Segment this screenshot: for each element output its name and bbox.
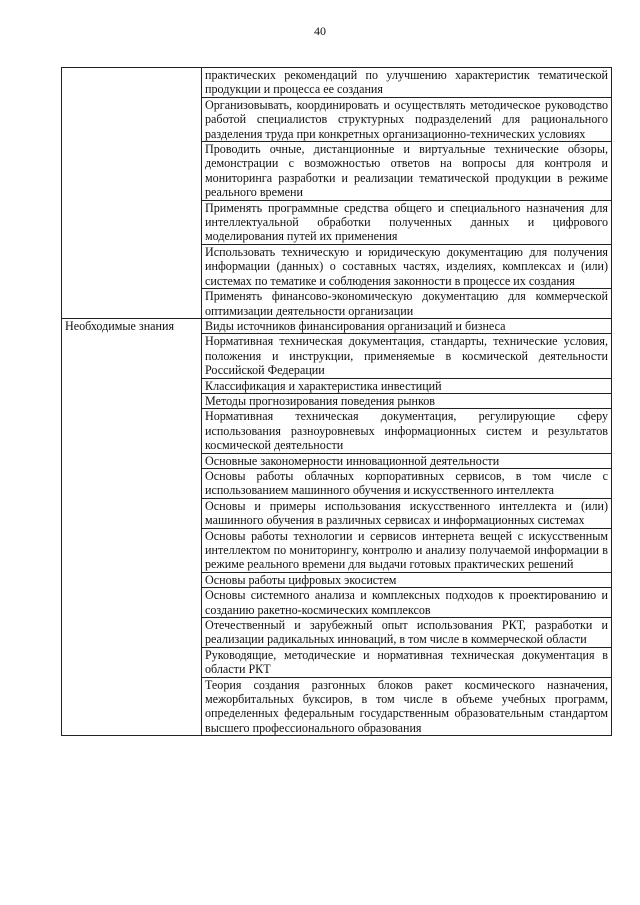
knowledge-item: Основы и примеры использования искусственного интеллекта и (или) машинного обучения в различных сервисах и информационных системах xyxy=(202,498,612,528)
knowledge-item: Нормативная техническая документация, стандарты, технические условия, положения и инструкции, применяемые в космической деятельности Российской Федерации xyxy=(202,334,612,378)
knowledge-item: Основы работы облачных корпоративных сервисов, в том числе с использованием машинного обучения и искусственного интеллекта xyxy=(202,468,612,498)
skill-item: Проводить очные, дистанционные и виртуальные технические обзоры, демонстрации с возможностью ответов на вопросы для контроля и мониторинга разработки и реализации тематической продукции в режиме реального времени xyxy=(202,142,612,201)
skills-label-cell xyxy=(62,68,202,319)
skill-item: Организовывать, координировать и осуществлять методическое руководство работой специалистов структурных подразделений для рационального разделения труда при конкретных организационно-технических условиях xyxy=(202,97,612,141)
knowledge-item: Классификация и характеристика инвестиций xyxy=(202,378,612,393)
skill-item: Применять финансово-экономическую документацию для коммерческой оптимизации деятельности организации xyxy=(202,289,612,319)
knowledge-item: Основы работы цифровых экосистем xyxy=(202,572,612,587)
table-row xyxy=(62,318,612,333)
knowledge-item: Руководящие, методические и нормативная техническая документация в области РКТ xyxy=(202,647,612,677)
requirements-table xyxy=(61,67,612,736)
page-number: 40 xyxy=(314,24,326,38)
knowledge-item: Методы прогнозирования поведения рынков xyxy=(202,393,612,408)
knowledge-item: Нормативная техническая документация, регулирующие сферу использования разноуровневых информационных систем и результатов космической деятельности xyxy=(202,409,612,453)
skill-item: Использовать техническую и юридическую документацию для получения информации (данных) о составных частях, изделиях, комплексах и (или) системах по тематике и соблюдения законности в процессе их создания xyxy=(202,244,612,288)
knowledge-item: Теория создания разгонных блоков ракет космического назначения, межорбитальных буксиров, в том числе в объеме учебных программ, определенных федеральным государственным образовательным стандартом высшего профессионального образования xyxy=(202,677,612,736)
knowledge-label-cell xyxy=(62,318,202,735)
knowledge-item: Основы работы технологии и сервисов интернета вещей с искусственным интеллектом по мониторингу, контролю и анализу получаемой информации в режиме реального времени для выдачи готовых практических решений xyxy=(202,528,612,572)
knowledge-item: Отечественный и зарубежный опыт использования РКТ, разработки и реализации радикальных инноваций, в том числе в коммерческой области xyxy=(202,618,612,648)
table-row xyxy=(62,68,612,98)
skill-item: Применять программные средства общего и специального назначения для интеллектуальной обработки полученных данных и цифрового моделирования путей их применения xyxy=(202,200,612,244)
skill-item: практических рекомендаций по улучшению характеристик тематической продукции и процесса ее создания xyxy=(202,68,612,98)
knowledge-item: Основные закономерности инновационной деятельности xyxy=(202,453,612,468)
knowledge-item: Основы системного анализа и комплексных подходов к проектированию и созданию ракетно-космических комплексов xyxy=(202,588,612,618)
knowledge-item: Виды источников финансирования организаций и бизнеса xyxy=(202,318,612,333)
knowledge-label: Необходимые знания xyxy=(65,318,175,333)
